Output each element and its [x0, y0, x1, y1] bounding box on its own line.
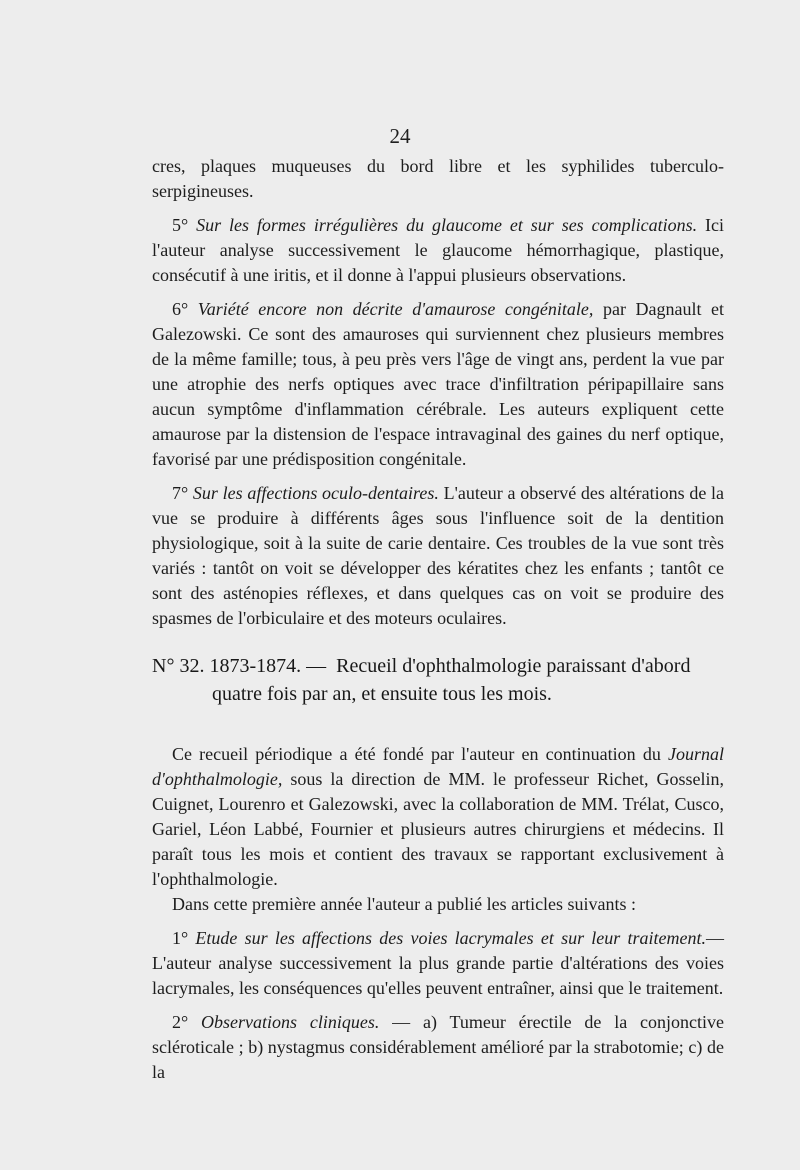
paragraph-continuation: [152, 154, 724, 204]
article-1-text: — L'auteur analyse successivement la plus grande partie d'altérations des voies lacrymales, les conséquences qu'elles peuvent entraîner, ainsi que le traitement.: [152, 928, 724, 998]
item-7-title: Sur les affections oculo-dentaires.: [192, 483, 439, 503]
entry-intro-paragraph: [152, 742, 724, 892]
paragraph-item-6: [152, 297, 724, 472]
article-1-title: Etude sur les affections des voies lacrymales et sur leur traitement.: [195, 928, 706, 948]
item-6-number: 6°: [172, 299, 198, 319]
item-5-number: 5°: [172, 215, 197, 235]
entry-title-line-2: quatre fois par an, et ensuite tous les mois.: [212, 683, 552, 705]
item-6-text: par Dagnault et Galezowski. Ce sont des amauroses qui surviennent chez plusieurs membres de la même famille; tous, à peu près vers l'âge de vingt ans, perdent la vue par une atrophie des nerfs optiques avec trace d'infiltration péripapillaire sans aucun symptôme d'inflammation cérébrale. Les auteurs expliquent cette amaurose par la distension de l'espace intravaginal des gaines du nerf optique, favorisé par une prédisposition congénitale.: [152, 299, 724, 469]
article-1-number: 1°: [172, 928, 196, 948]
entry-heading: [152, 652, 724, 708]
article-2-text: — a) Tumeur érectile de la conjonctive scléroticale ; b) nystagmus considérablement amélioré par la strabotomie; c) de la: [152, 1012, 725, 1082]
entry-intro-start: Ce recueil périodique a été fondé par l'auteur en continuation du: [172, 744, 668, 764]
entry-heading-row: [152, 652, 724, 680]
item-5-title: Sur les formes irrégulières du glaucome et sur ses complications.: [196, 215, 698, 235]
item-6-title: Variété encore non décrite d'amaurose congénitale,: [197, 299, 594, 319]
paragraph-item-7: [152, 481, 724, 631]
articles-intro-text: Dans cette première année l'auteur a publié les articles suivants :: [172, 894, 637, 914]
paragraph-continuation-text: cres, plaques muqueuses du bord libre et les syphilides tuberculo-serpigineuses.: [152, 156, 724, 201]
item-7-text: L'auteur a observé des altérations de la vue se produire à différents âges sous l'influence soit de la dentition physiologique, soit à la suite de carie dentaire. Ces troubles de la vue sont très variés : tantôt on voit se développer des kératites chez les enfants ; tantôt ce sont des asténopies réflexes, et dans quelques cas on voit se produire des spasmes de l'orbiculaire et des moteurs oculaires.: [152, 483, 725, 628]
paragraph-item-5: [152, 213, 724, 288]
section-two-text: [152, 742, 724, 1085]
article-2-title: Observations cliniques.: [201, 1012, 380, 1032]
article-1: [152, 926, 724, 1001]
entry-title-line-1: Recueil d'ophthalmologie paraissant d'abord: [336, 655, 691, 677]
article-2-number: 2°: [172, 1012, 202, 1032]
article-2: [152, 1010, 724, 1085]
entry-intro-end: sous la direction de MM. le professeur Richet, Gosselin, Cuignet, Lourenro et Galezowski, avec la collaboration de MM. Trélat, Cusco, Gariel, Léon Labbé, Fournier et plusieurs autres chirurgiens et médecins. Il paraît tous les mois et contient des travaux se rapportant exclusivement à l'ophthalmologie.: [152, 769, 724, 889]
item-5-text: Ici l'auteur analyse successivement le glaucome hémorrhagique, plastique, consécutif à une iritis, et il donne à l'appui plusieurs observations.: [152, 215, 724, 285]
articles-intro: [152, 892, 724, 917]
item-7-number: 7°: [172, 483, 193, 503]
section-one-text: [152, 154, 724, 631]
journal-title: Journal d'ophthalmologie,: [152, 744, 724, 789]
page-number: 24: [389, 124, 411, 148]
entry-number: N° 32. 1873-1874. —: [152, 655, 327, 677]
